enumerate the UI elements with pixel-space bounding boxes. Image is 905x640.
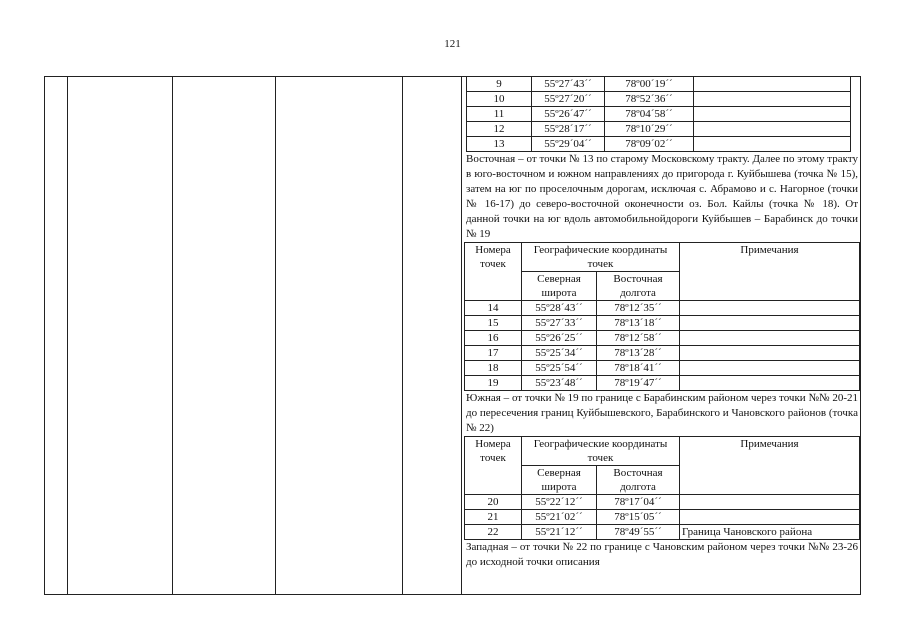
header-num: Номера точек: [465, 243, 522, 301]
header-geo: Географические координаты точек: [522, 243, 680, 272]
cell-longitude: 78º12´58´´: [597, 331, 680, 346]
cell-longitude: 78º10´29´´: [605, 122, 694, 137]
table-row: [467, 92, 851, 107]
header-note: Примечания: [680, 243, 860, 301]
cell-note: [680, 376, 860, 391]
cell-point-number: 22: [465, 525, 522, 540]
cell-note: [680, 316, 860, 331]
cell-longitude: 78º49´55´´: [597, 525, 680, 540]
cell-point-number: 17: [465, 346, 522, 361]
cell-point-number: 21: [465, 510, 522, 525]
cell-latitude: 55º21´02´´: [522, 510, 597, 525]
page-number: 121: [444, 38, 461, 50]
header-lat: Северная широта: [522, 272, 597, 301]
table-row: [465, 316, 860, 331]
header-lon: Восточная долгота: [597, 272, 680, 301]
cell-note: [680, 346, 860, 361]
cell-point-number: 12: [467, 122, 532, 137]
cell-longitude: 78º52´36´´: [605, 92, 694, 107]
table-row: [465, 376, 860, 391]
header-lon: Восточная долгота: [597, 466, 680, 495]
cell-point-number: 18: [465, 361, 522, 376]
cell-note: [680, 301, 860, 316]
cell-longitude: 78º13´28´´: [597, 346, 680, 361]
coordinates-table-mid: [464, 242, 860, 391]
cell-longitude: 78º12´35´´: [597, 301, 680, 316]
cell-longitude: 78º09´02´´: [605, 137, 694, 152]
table-row: [465, 346, 860, 361]
cell-note: [694, 122, 851, 137]
cell-point-number: 19: [465, 376, 522, 391]
cell-note: [680, 361, 860, 376]
column-divider: [860, 76, 861, 595]
column-divider: [44, 76, 45, 595]
header-geo: Географические координаты точек: [522, 437, 680, 466]
cell-note: [694, 92, 851, 107]
cell-note: Граница Чановского района: [680, 525, 860, 540]
cell-note: [680, 495, 860, 510]
paragraph-south: Южная – от точки № 19 по границе с Барабинским районом через точки №№ 20-21 до пересечения границ Куйбышевского, Барабинского и Чановского районов (точка № 22): [466, 392, 858, 434]
table-row: [465, 331, 860, 346]
table-row: [467, 77, 851, 92]
column-divider: [67, 76, 68, 595]
cell-point-number: 20: [465, 495, 522, 510]
cell-latitude: 55º21´12´´: [522, 525, 597, 540]
cell-point-number: 16: [465, 331, 522, 346]
column-divider: [275, 76, 276, 595]
cell-longitude: 78º00´19´´: [605, 77, 694, 92]
cell-point-number: 9: [467, 77, 532, 92]
table-row: [467, 107, 851, 122]
cell-point-number: 11: [467, 107, 532, 122]
cell-note: [694, 107, 851, 122]
cell-latitude: 55º27´43´´: [532, 77, 605, 92]
cell-latitude: 55º28´17´´: [532, 122, 605, 137]
cell-note: [694, 137, 851, 152]
table-bottom-border: [44, 594, 860, 595]
cell-latitude: 55º26´25´´: [522, 331, 597, 346]
header-note: Примечания: [680, 437, 860, 495]
cell-longitude: 78º15´05´´: [597, 510, 680, 525]
column-divider: [402, 76, 403, 595]
cell-note: [694, 77, 851, 92]
cell-longitude: 78º17´04´´: [597, 495, 680, 510]
table-row: [465, 361, 860, 376]
paragraph-west: Западная – от точки № 22 по границе с Чановским районом через точки №№ 23-26 до исходной точки описания: [466, 541, 858, 568]
table-row: [465, 495, 860, 510]
cell-latitude: 55º23´48´´: [522, 376, 597, 391]
description-column: [464, 76, 860, 570]
header-lat: Северная широта: [522, 466, 597, 495]
cell-latitude: 55º26´47´´: [532, 107, 605, 122]
cell-longitude: 78º18´41´´: [597, 361, 680, 376]
table-row: [465, 510, 860, 525]
cell-latitude: 55º28´43´´: [522, 301, 597, 316]
cell-longitude: 78º13´18´´: [597, 316, 680, 331]
coordinates-table-top: [466, 76, 851, 152]
paragraph-east: Восточная – от точки № 13 по старому Московскому тракту. Далее по этому тракту в юго-восточном и южном направлениях до пригорода г. Куйбышева (точка № 15), затем на юг по проселочным дорогам, исключая с. Абрамово и с. Нагорное (точки № 16-17) до северо-восточной оконечности оз. Бол. Кайлы (точка № 18). От данной точки на юг вдоль автомобильнойдороги Куйбышев – Барабинск до точки № 19: [466, 153, 858, 240]
table-row: [467, 137, 851, 152]
column-divider: [461, 76, 462, 595]
cell-point-number: 15: [465, 316, 522, 331]
cell-latitude: 55º25´54´´: [522, 361, 597, 376]
cell-note: [680, 331, 860, 346]
table-row: [467, 122, 851, 137]
cell-latitude: 55º27´20´´: [532, 92, 605, 107]
cell-point-number: 10: [467, 92, 532, 107]
cell-longitude: 78º19´47´´: [597, 376, 680, 391]
header-num: Номера точек: [465, 437, 522, 495]
cell-point-number: 13: [467, 137, 532, 152]
cell-latitude: 55º25´34´´: [522, 346, 597, 361]
cell-latitude: 55º29´04´´: [532, 137, 605, 152]
cell-longitude: 78º04´58´´: [605, 107, 694, 122]
table-row: [465, 301, 860, 316]
cell-latitude: 55º27´33´´: [522, 316, 597, 331]
cell-note: [680, 510, 860, 525]
cell-point-number: 14: [465, 301, 522, 316]
cell-latitude: 55º22´12´´: [522, 495, 597, 510]
table-row: [465, 525, 860, 540]
coordinates-table-bottom: [464, 436, 860, 540]
column-divider: [172, 76, 173, 595]
